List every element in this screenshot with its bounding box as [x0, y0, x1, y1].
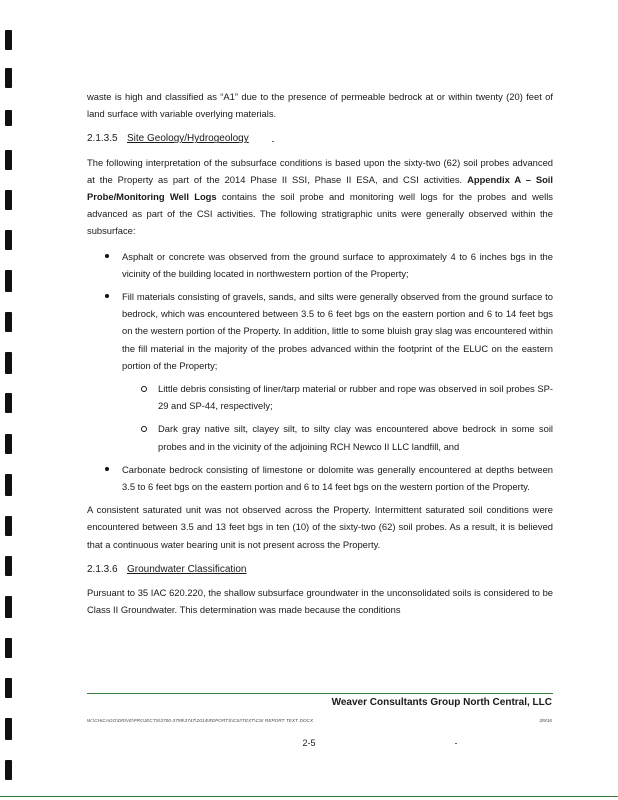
sub-list-item: Little debris consisting of liner/tarp material or rubber and rope was observed in soil probes SP-29 and SP-44, respectively;	[122, 380, 553, 414]
binder-mark	[5, 190, 12, 210]
sub-list	[122, 380, 553, 455]
binder-mark	[5, 760, 12, 780]
list-item: Asphalt or concrete was observed from the ground surface to approximately 4 to 6 inches bgs in the vicinity of the building located in northwestern portion of the Property;	[87, 248, 553, 282]
binder-mark	[5, 270, 12, 292]
binder-mark	[5, 596, 12, 618]
list-item: Fill materials consisting of gravels, sands, and silts were generally observed from the ground surface to bedrock, which was encountered between 3.5 to 6 feet bgs on the eastern portion and 6 to 14 feet bgs on the western portion of the Property. In addition, little to some bluish gray slag was encountered within the fill material in the majority of the probes advanced within the footprint of the ELUC on the eastern portion of the Property; Little debris consisting of liner/tarp material or rubber and rope was observed in soil probes SP-29 and SP-44, respectively; Dark gray native silt, clayey silt, to silty clay was encountered above bedrock in some soil probes and in the vicinity of the adjoining RCH Newco II LLC landfill, and	[87, 288, 553, 455]
binder-mark	[5, 678, 12, 698]
binder-mark	[5, 352, 12, 374]
footer-date: 3/9/16	[539, 718, 552, 723]
body-text	[87, 88, 553, 626]
binder-mark	[5, 638, 12, 658]
scan-speck	[455, 743, 457, 744]
binder-mark	[5, 150, 12, 170]
footer-filepath: W:\CHICAGO\DRIVE\PROJECTS\3700-3799\3747\2014\REPORTS\CSI\TEXT\CSI REPORT TEXT DOCX	[87, 718, 314, 723]
appendix-reference: Appendix A – Soil Probe/Monitoring Well Logs	[87, 173, 554, 203]
section-number: 2.1.3.6	[87, 563, 118, 575]
section-title: Site Geology/Hydrogeology	[127, 133, 249, 145]
bottom-rule	[0, 796, 618, 797]
list-item: Carbonate bedrock consisting of limestone or dolomite was generally encountered at depths between 3.5 to 6 feet bgs on the eastern portion and 6 to 14 feet bgs on the western portion of the Property.	[87, 461, 553, 495]
binder-mark	[5, 434, 12, 454]
interpretation-text-cont: contains the soil probe and monitoring well logs for the probes and wells advanced as part of the CSI activities. The following stratigraphic units were generally observed within the subsurface:	[87, 191, 553, 237]
saturated-paragraph: A consistent saturated unit was not observed across the Property. Intermittent saturated soil conditions were encountered between 3.5 and 13 feet bgs in ten (10) of the sixty-two (62) soil probes. As a result, it is believed that a continuous water bearing unit is not present across the Property.	[87, 504, 553, 550]
binder-mark	[5, 312, 12, 332]
binder-mark	[5, 230, 12, 250]
interpretation-paragraph	[87, 154, 553, 240]
binder-mark	[5, 718, 12, 740]
binder-mark	[5, 30, 12, 50]
binder-mark	[5, 393, 12, 413]
section-title: Groundwater Classification	[127, 563, 247, 575]
interpretation-text: The following interpretation of the subsurface conditions is based upon the sixty-two (62) soil probes advanced at the Property as part of the 2014 Phase II SSI, Phase II ESA, and CSI activities.	[87, 156, 553, 185]
binder-mark	[5, 68, 12, 88]
binder-mark	[5, 556, 12, 576]
scan-speck	[272, 141, 274, 142]
binder-mark	[5, 516, 12, 536]
binder-mark	[5, 474, 12, 496]
binder-mark	[5, 110, 12, 126]
page-number: 2-5	[302, 738, 316, 748]
footer-rule	[87, 693, 553, 694]
stratigraphic-units-list	[87, 248, 553, 496]
footer-company: Weaver Consultants Group North Central, LLC	[331, 697, 552, 708]
section-number: 2.1.3.5	[87, 133, 118, 145]
intro-paragraph: waste is high and classified as “A1” due to the presence of permeable bedrock at or within twenty (20) feet of land surface with variable overlying materials.	[87, 91, 553, 120]
groundwater-paragraph: Pursuant to 35 IAC 620.220, the shallow subsurface groundwater in the unconsolidated soils is considered to be Class II Groundwater. This determination was made because the conditions	[87, 587, 553, 616]
section-heading-geology	[87, 130, 553, 147]
section-heading-groundwater	[87, 561, 553, 578]
sub-list-item: Dark gray native silt, clayey silt, to silty clay was encountered above bedrock in some soil probes and in the vicinity of the adjoining RCH Newco II LLC landfill, and	[122, 420, 553, 454]
